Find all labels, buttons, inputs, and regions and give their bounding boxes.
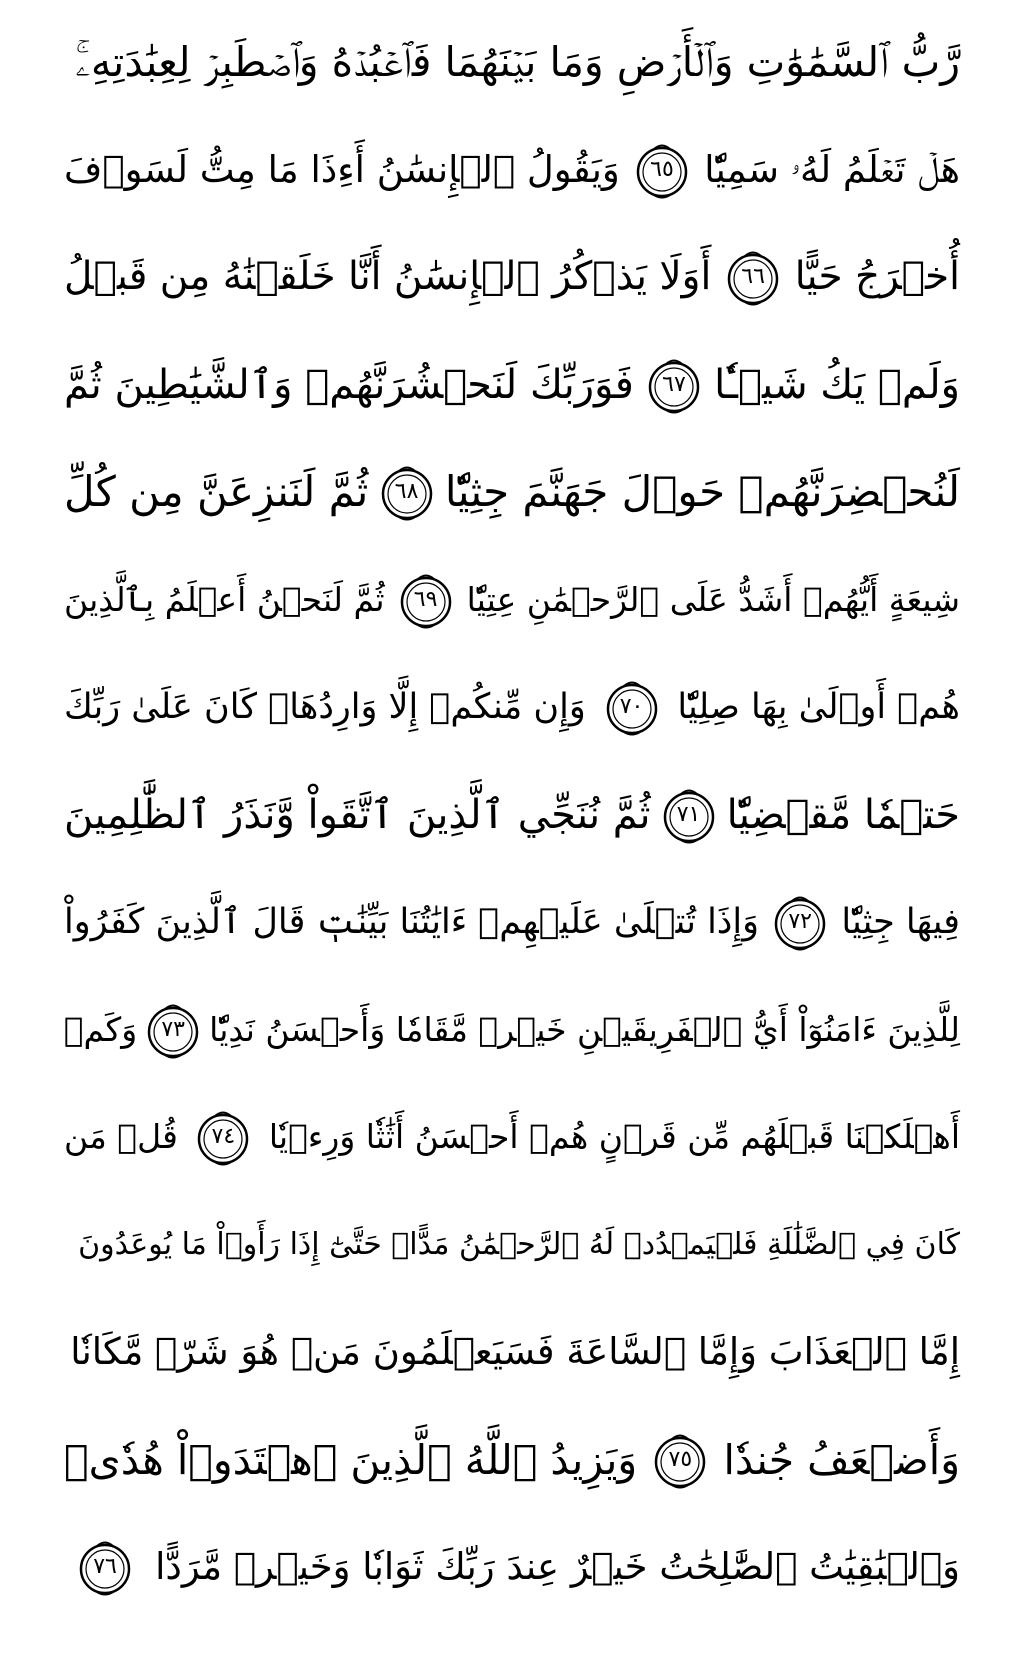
- ayah-end-marker: [193, 1107, 253, 1167]
- ayah-number: ٧٠: [619, 694, 644, 719]
- verse-text: لَنُحۡضِرَنَّهُمۡ حَوۡلَ جَهَنَّمَ جِثِيّٗا: [444, 467, 960, 516]
- verse-lines: [64, 22, 960, 1632]
- ayah-end-marker: [632, 140, 692, 200]
- verse-text: وَٱلۡبَٰقِيَٰتُ ٱلصَّٰلِحَٰتُ خَيۡرٌ عِندَ رَبِّكَ ثَوَابٗا وَخَيۡرٞ مَّرَدًّا: [155, 1545, 960, 1588]
- verse-line: [64, 667, 960, 747]
- ayah-end-marker: [659, 785, 719, 845]
- verse-line: [64, 560, 960, 640]
- verse-text: أَوَلَا يَذۡكُرُ ٱلۡإِنسَٰنُ أَنَّا خَلَقۡنَٰهُ مِن قَبۡلُ: [64, 254, 712, 299]
- verse-line: [64, 22, 960, 102]
- verse-line: [64, 775, 960, 855]
- verse-line: [64, 1420, 960, 1500]
- verse-line: [64, 882, 960, 962]
- verse-text: وَإِذَا تُتۡلَىٰ عَلَيۡهِمۡ ءَايَٰتُنَا بَيِّنَٰتٖ قَالَ ٱلَّذِينَ كَفَرُواْ: [64, 902, 760, 942]
- verse-line: [64, 1097, 960, 1177]
- verse-text: فَوَرَبِّكَ لَنَحۡشُرَنَّهُمۡ وَٱلشَّيَٰطِينَ ثُمَّ: [64, 361, 634, 408]
- verse-text: وَإِن مِّنكُمۡ إِلَّا وَارِدُهَاۚ كَانَ عَلَىٰ رَبِّكَ: [64, 687, 586, 727]
- verse-text: إِمَّا ٱلۡعَذَابَ وَإِمَّا ٱلسَّاعَةَ فَسَيَعۡلَمُونَ مَنۡ هُوَ شَرّٞ مَّكَانٗا: [70, 1330, 960, 1373]
- verse-line: [64, 452, 960, 532]
- ayah-number: ٧٣: [161, 1016, 185, 1042]
- verse-text: وَأَضۡعَفُ جُندٗا: [723, 1435, 960, 1484]
- verse-text: قُلۡ مَن: [64, 1117, 178, 1156]
- verse-text: هَلۡ تَعۡلَمُ لَهُۥ سَمِيّٗا: [704, 147, 960, 191]
- ayah-end-marker: [770, 892, 830, 952]
- ayah-number: ٧٥: [668, 1446, 693, 1472]
- ayah-number: ٦٥: [650, 156, 674, 182]
- verse-text: حَتۡمٗا مَّقۡضِيّٗا: [726, 791, 960, 838]
- verse-text: شِيعَةٍ أَيُّهُمۡ أَشَدُّ عَلَى ٱلرَّحۡمَٰنِ عِتِيّٗا: [466, 579, 960, 619]
- verse-text: وَيَزِيدُ ٱللَّهُ ٱلَّذِينَ ٱهۡتَدَوۡاْ هُدٗىۗ: [64, 1435, 638, 1484]
- ayah-end-marker: [75, 1537, 135, 1597]
- ayah-number: ٦٧: [662, 371, 686, 397]
- verse-text: أُخۡرَجُ حَيًّا: [794, 254, 960, 299]
- verse-line: [64, 990, 960, 1070]
- verse-text: ثُمَّ لَنَنزِعَنَّ مِن كُلِّ: [64, 467, 369, 516]
- ayah-number: ٧١: [676, 801, 701, 827]
- verse-line: [64, 345, 960, 425]
- ayah-number: ٧٦: [93, 1554, 117, 1579]
- verse-text: أَهۡلَكۡنَا قَبۡلَهُم مِّن قَرۡنٍ هُمۡ أَحۡسَنُ أَثَٰثٗا وَرِءۡيٗا: [268, 1117, 960, 1156]
- verse-text: لِلَّذِينَ ءَامَنُوٓاْ أَيُّ ٱلۡفَرِيقَيۡنِ خَيۡرٞ مَّقَامٗا وَأَحۡسَنُ نَدِيّٗا: [209, 1009, 960, 1049]
- verse-text: وَلَمۡ يَكُ شَيۡـٔٗا: [714, 361, 960, 408]
- verse-line: [64, 1527, 960, 1607]
- ayah-number: ٦٩: [413, 586, 438, 612]
- ayah-end-marker: [143, 1000, 203, 1060]
- verse-line: [64, 1205, 960, 1285]
- verse-text: كَانَ فِي ٱلضَّلَٰلَةِ فَلۡيَمۡدُدۡ لَهُ ٱلرَّحۡمَٰنُ مَدًّاۚ حَتَّىٰٓ إِذَا رَأَوۡاْ مَا يُوعَدُونَ: [78, 1226, 960, 1262]
- verse-text: ثُمَّ نُنَجِّي ٱلَّذِينَ ٱتَّقَواْ وَّنَذَرُ ٱلظَّٰلِمِينَ: [64, 791, 651, 838]
- ayah-end-marker: [650, 1430, 710, 1490]
- ayah-end-marker: [723, 247, 783, 307]
- verse-line: [64, 130, 960, 210]
- ayah-number: ٦٨: [394, 479, 419, 504]
- verse-line: [64, 237, 960, 317]
- verse-line: [64, 1312, 960, 1392]
- ayah-number: ٦٦: [741, 264, 765, 289]
- ayah-number: ٧٢: [788, 909, 812, 934]
- ayah-end-marker: [396, 570, 456, 630]
- verse-text: ثُمَّ لَنَحۡنُ أَعۡلَمُ بِٱلَّذِينَ: [64, 579, 385, 619]
- verse-text: وَيَقُولُ ٱلۡإِنسَٰنُ أَءِذَا مَا مِتُّ لَسَوۡفَ: [64, 147, 620, 191]
- ayah-number: ٧٤: [211, 1124, 236, 1149]
- ayah-end-marker: [602, 677, 662, 737]
- verse-text: هُمۡ أَوۡلَىٰ بِهَا صِلِيّٗا: [677, 687, 960, 727]
- verse-text: وَكَمۡ: [63, 1009, 138, 1049]
- verse-text: رَّبُّ ٱلسَّمَٰوَٰتِ وَٱلۡأَرۡضِ وَمَا بَيۡنَهُمَا فَٱعۡبُدۡهُ وَٱصۡطَبِرۡ لِعِبَٰدَتِهِۦۚ: [75, 38, 960, 86]
- ayah-end-marker: [377, 462, 437, 522]
- ayah-end-marker: [644, 355, 704, 415]
- verse-text: فِيهَا جِثِيّٗا: [841, 902, 960, 942]
